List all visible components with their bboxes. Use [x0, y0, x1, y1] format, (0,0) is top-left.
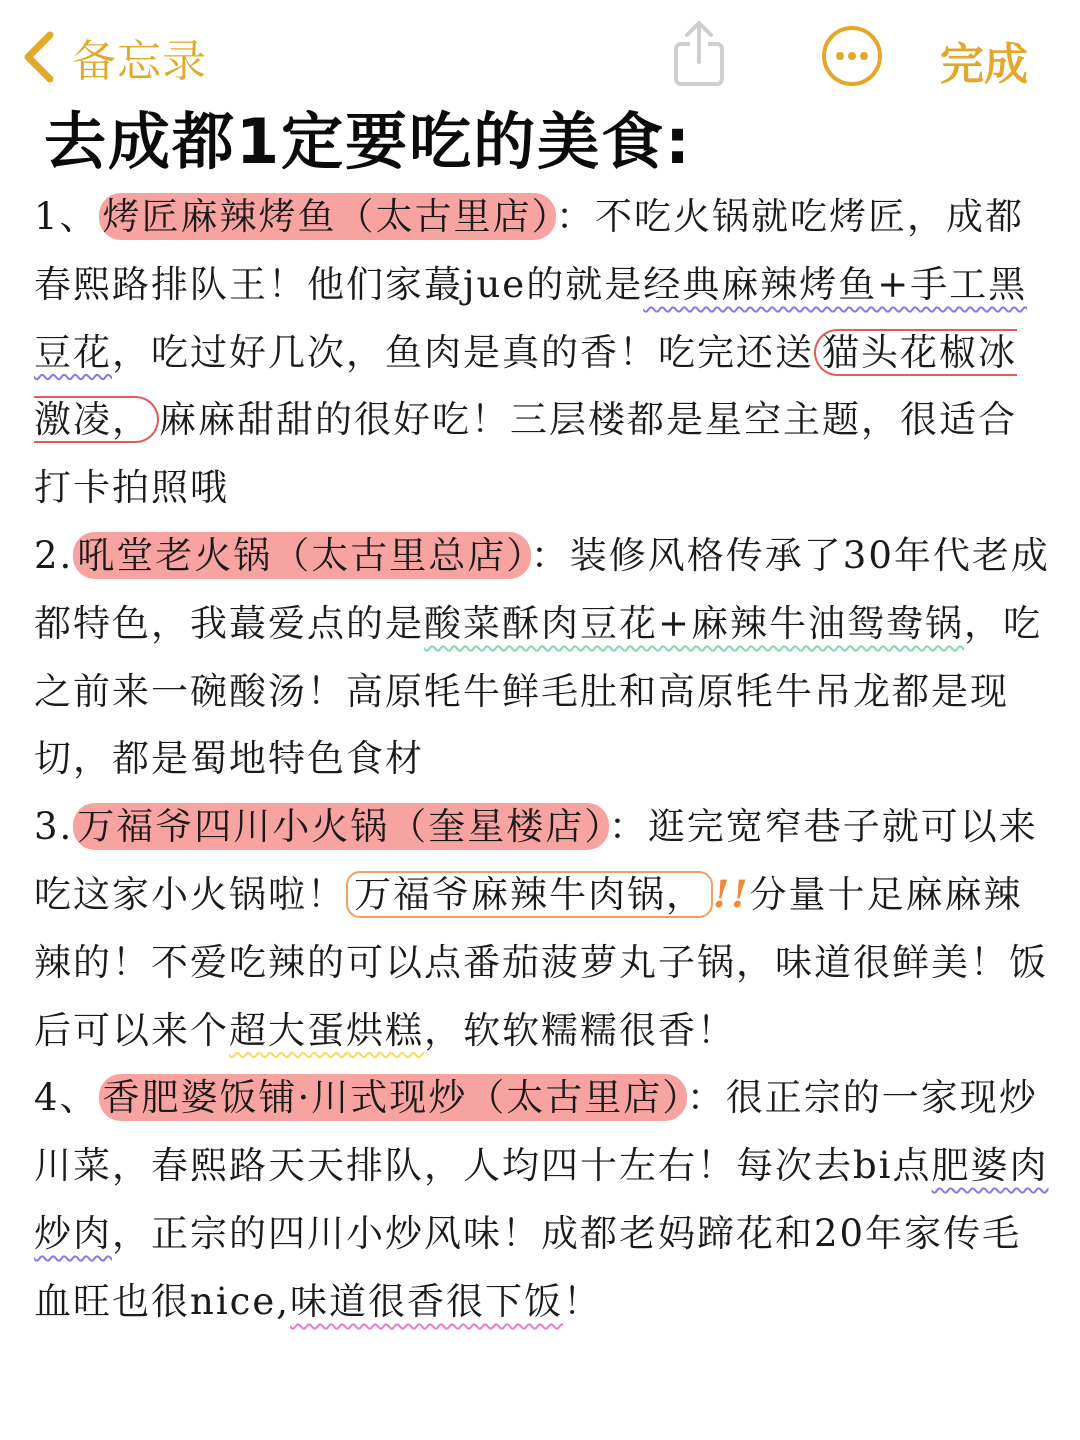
item-text: 分量十足麻麻辣辣的！不爱吃辣的可以点番茄菠萝丸子锅，味道很鲜美！饭后可以来个	[34, 872, 1048, 1052]
item-text: ，吃之前来一碗酸汤！高原牦牛鲜毛肚和高原牦牛吊龙都是现切，都是蜀地特色食材	[34, 601, 1043, 781]
item-number: 1、	[34, 195, 99, 238]
boxed-dish: 万福爷麻辣牛肉锅，	[346, 871, 713, 918]
more-icon[interactable]	[820, 24, 884, 88]
restaurant-name-highlight: 烤匠麻辣烤鱼（太古里店）	[99, 193, 557, 240]
done-button[interactable]: 完成	[940, 39, 1028, 90]
underlined-phrase: 味道很香很下饭	[290, 1279, 564, 1323]
underlined-dish: 经典麻辣烤鱼+手工黑豆花	[34, 262, 1028, 374]
circled-dish: 猫头花椒冰激凌，	[34, 330, 1017, 442]
note-item-3	[34, 793, 1054, 1064]
exclamation-mark-doodle: !!	[713, 871, 750, 916]
note-item-1	[34, 183, 1054, 522]
item-text: ，正宗的四川小炒风味！成都老妈蹄花和20年家传毛血旺也很nice,	[34, 1211, 1022, 1323]
item-number: 3.	[34, 805, 74, 849]
underlined-dish: 肥婆肉炒肉	[34, 1144, 1049, 1255]
item-text: 麻麻甜甜的很好吃！三层楼都是星空主题，很适合打卡拍照哦	[34, 398, 1017, 510]
share-icon[interactable]	[668, 18, 730, 90]
restaurant-name-highlight: 万福爷四川小火锅（奎星楼店）	[73, 803, 609, 850]
note-body[interactable]	[34, 183, 1054, 1336]
item-text: ：逛完宽窄巷子就可以来吃这家小火锅啦！	[34, 805, 1038, 916]
restaurant-name-highlight: 吼堂老火锅（太古里总店）	[73, 532, 531, 579]
underlined-dish: 酸菜酥肉豆花+麻辣牛油鸳鸯锅	[424, 601, 965, 645]
item-number: 4、	[34, 1076, 99, 1120]
back-button[interactable]	[20, 26, 207, 88]
item-text: ！	[563, 1279, 603, 1323]
chevron-left-icon	[20, 29, 60, 85]
note-title: 去成都1定要吃的美食:	[44, 105, 692, 178]
restaurant-name-highlight: 香肥婆饭铺·川式现炒（太古里店）	[99, 1074, 687, 1121]
item-text: ，吃过好几次，鱼肉是真的香！吃完还送	[112, 330, 814, 374]
item-text: ，软软糯糯很香！	[424, 1008, 736, 1052]
item-number: 2.	[34, 533, 74, 577]
note-item-2	[34, 522, 1054, 793]
item-text: ：装修风格传承了30年代老成都特色，我蕞爱点的是	[34, 533, 1050, 645]
item-text: ：很正宗的一家现炒川菜，春熙路天天排队，人均四十左右！每次去bi点	[34, 1076, 1038, 1188]
back-label: 备忘录	[72, 36, 207, 87]
underlined-dish: 超大蛋烘糕	[229, 1008, 424, 1052]
note-item-4	[34, 1064, 1054, 1335]
navigation-bar	[0, 0, 1080, 105]
item-text: ：不吃火锅就吃烤匠，成都春熙路排队王！他们家蕞jue的就是	[34, 195, 1025, 306]
